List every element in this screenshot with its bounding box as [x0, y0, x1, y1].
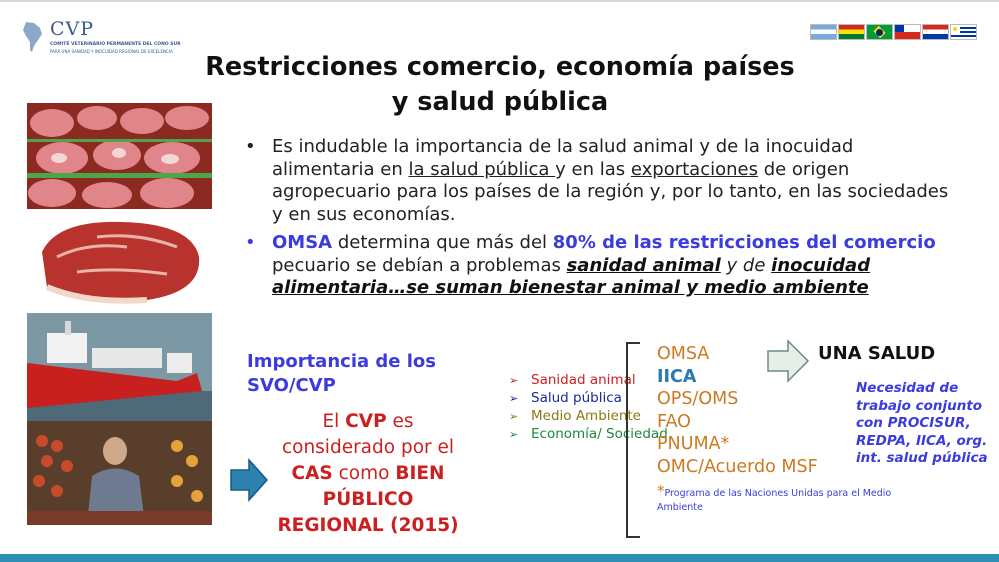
logo-name: CVP [50, 18, 95, 40]
paraguay-flag [922, 24, 949, 40]
bracket-divider [626, 342, 640, 538]
bolivia-flag [838, 24, 865, 40]
list-item: ➢ Economía/ Sociedad [509, 426, 668, 442]
arrow-right-icon [229, 458, 269, 502]
cvp-bien-publico-text: El CVP es considerado por el CAS como BIEN PÚBLICO REGIONAL (2015) [277, 411, 459, 536]
bullet-dot: • [245, 136, 256, 157]
list-item: ➢ Salud pública [509, 390, 622, 406]
necesidad-text: Necesidad de trabajo conjunto con PROCISUR, REDPA, IICA, org. int. salud pública [856, 380, 988, 466]
pnuma-footnote: *Programa de las Naciones Unidas para el Medio Ambiente [657, 482, 892, 513]
org-omc: OMC/Acuerdo MSF [657, 456, 818, 477]
meat-counter-photo [27, 103, 212, 209]
argentina-flag [810, 24, 837, 40]
brasil-flag [866, 24, 893, 40]
bottom-bar [0, 554, 999, 562]
areas-list [509, 372, 668, 444]
una-salud-label: UNA SALUD [818, 343, 936, 364]
importancia-heading: Importancia de los SVO/CVP [247, 351, 437, 396]
cargo-ship-photo [27, 313, 212, 421]
slide-title [140, 50, 860, 120]
bullet-1: • Es indudable la importancia de la salud animal y de la inocuidad alimentaria en la salud pública y en las exportaciones de origen agropecuario para los países de la región y, por lo tanto, en las sociedades y en sus economías. [245, 136, 949, 225]
south-america-map-icon [20, 20, 46, 54]
beef-cut-photo [27, 212, 212, 310]
market-photo [27, 421, 212, 525]
org-ops-oms: OPS/OMS [657, 389, 739, 409]
org-omsa: OMSA [657, 344, 710, 364]
arrow-right-icon [766, 339, 810, 383]
uruguay-flag [950, 24, 977, 40]
arrow-bullet-icon: ➢ [509, 428, 519, 441]
org-fao: FAO [657, 411, 691, 432]
omsa-label: OMSA [272, 232, 333, 253]
bullet-dot: • [245, 232, 256, 253]
arrow-bullet-icon: ➢ [509, 392, 519, 405]
list-item: ➢ Medio Ambiente [509, 408, 641, 424]
bullet-list [245, 136, 950, 306]
logo-line1: COMITÉ VETERINARIO PERMANENTE DEL CONO SUR [50, 42, 181, 47]
title-line1: Restricciones comercio, economía países [205, 52, 795, 82]
chile-flag [894, 24, 921, 40]
logo-line2: PARA UNA SANIDAD Y INOCUIDAD REGIONAL DE EXCELENCIA [50, 49, 173, 54]
org-iica: IICA [657, 366, 697, 387]
bullet-2: • OMSA determina que más del 80% de las restricciones del comercio pecuario se debían a problemas sanidad animal y de inocuidad alimentaria…se suman bienestar animal y medio ambiente [245, 232, 936, 298]
flags-row [810, 24, 978, 40]
arrow-bullet-icon: ➢ [509, 410, 519, 423]
org-pnuma: PNUMA* [657, 434, 730, 454]
title-line2: y salud pública [391, 87, 609, 117]
list-item: ➢ Sanidad animal [509, 372, 636, 388]
arrow-bullet-icon: ➢ [509, 374, 519, 387]
top-line [0, 0, 999, 2]
